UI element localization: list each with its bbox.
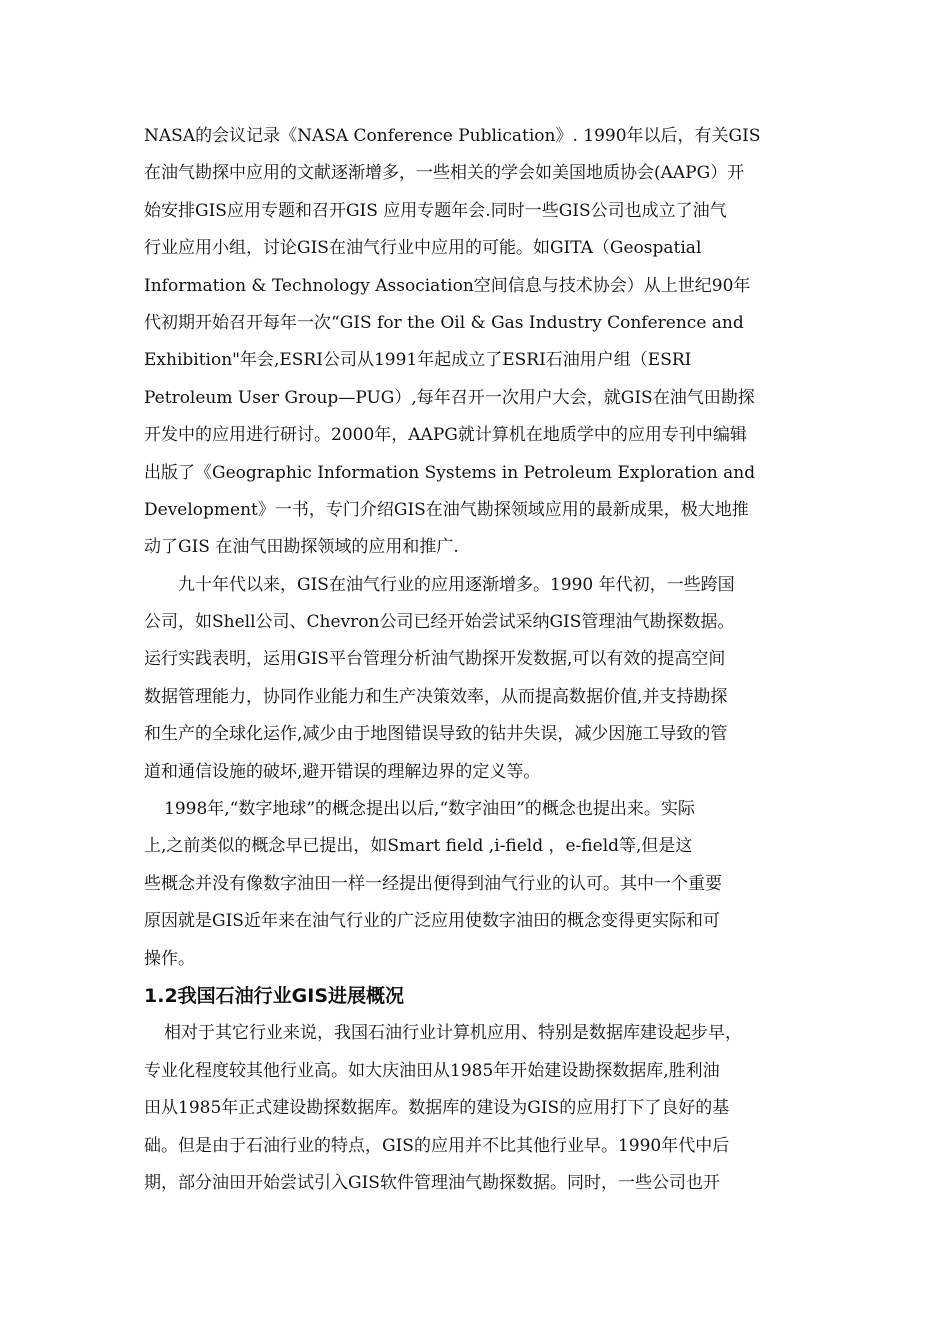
text-line: 础。但是由于石油行业的特点，GIS的应用并不比其他行业早。1990年代中后 [144,1135,730,1156]
text-line: 代初期开始召开每年一次“GIS for the Oil & Gas Industry Conference and [144,312,744,333]
text-line: NASA的会议记录《NASA Conference Publication》. 1990年以后，有关GIS [144,126,761,146]
text-line: 期，部分油田开始尝试引入GIS软件管理油气勘探数据。同时，一些公司也开 [144,1172,720,1193]
text-line: 上,之前类似的概念早已提出，如Smart field ,i-field ，e-field等,但是这 [144,836,693,857]
text-line: 原因就是GIS近年来在油气行业的广泛应用使数字油田的概念变得更实际和可 [144,911,720,932]
text-line: 动了GIS 在油气田勘探领域的应用和推广. [144,537,459,558]
section-heading: 1.2我国石油行业GIS进展概况 [144,984,405,1007]
text-line: 些概念并没有像数字油田一样一经提出便得到油气行业的认可。其中一个重要 [144,873,722,894]
text-line: 始安排GIS应用专题和召开GIS 应用专题年会.同时一些GIS公司也成立了油气 [144,200,727,221]
paragraph-gis-growth [144,567,814,791]
text-line: 1998年,“数字地球”的概念提出以后,“数字油田”的概念也提出来。实际 [164,799,695,820]
text-line: 专业化程度较其他行业高。如大庆油田从1985年开始建设勘探数据库,胜利油 [144,1060,720,1081]
text-line: Development》一书，专门介绍GIS在油气勘探领域应用的最新成果，极大地推 [144,499,749,520]
text-line: 道和通信设施的破坏,避开错误的理解边界的定义等。 [144,761,541,782]
text-line: 数据管理能力，协同作业能力和生产决策效率，从而提高数据价值,并支持勘探 [144,686,728,707]
text-line: Petroleum User Group—PUG）,每年召开一次用户大会，就GIS在油气田勘探 [144,387,755,408]
text-line: 九十年代以来，GIS在油气行业的应用逐渐增多。1990 年代初，一些跨国 [178,574,735,595]
text-line: 田从1985年正式建设勘探数据库。数据库的建设为GIS的应用打下了良好的基 [144,1098,730,1119]
document-body [144,118,814,1202]
text-line: 公司，如Shell公司、Chevron公司已经开始尝试采纳GIS管理油气勘探数据。 [144,612,735,633]
text-line: 出版了《Geographic Information Systems in Petroleum Exploration and [144,462,756,483]
paragraph-continuation [144,118,814,567]
text-line: 相对于其它行业来说，我国石油行业计算机应用、特别是数据库建设起步早， [164,1023,742,1044]
text-line: 行业应用小组，讨论GIS在油气行业中应用的可能。如GITA（Geospatial [144,238,702,259]
text-line: 运行实践表明，运用GIS平台管理分析油气勘探开发数据,可以有效的提高空间 [144,649,726,670]
paragraph-china-progress [144,1015,814,1202]
text-line: 在油气勘探中应用的文献逐渐增多，一些相关的学会如美国地质协会(AAPG）开 [144,163,745,184]
paragraph-digital-oilfield [144,791,814,978]
text-line: Information & Technology Association空间信息与技术协会）从上世纪90年 [144,275,751,296]
text-line: Exhibition"年会,ESRI公司从1991年起成立了ESRI石油用户组（ESRI [144,350,692,371]
text-line: 开发中的应用进行研讨。2000年，AAPG就计算机在地质学中的应用专刊中编辑 [144,425,747,446]
text-line: 和生产的全球化运作,减少由于地图错误导致的钻井失误，减少因施工导致的管 [144,724,728,745]
text-line: 操作。 [144,948,195,969]
